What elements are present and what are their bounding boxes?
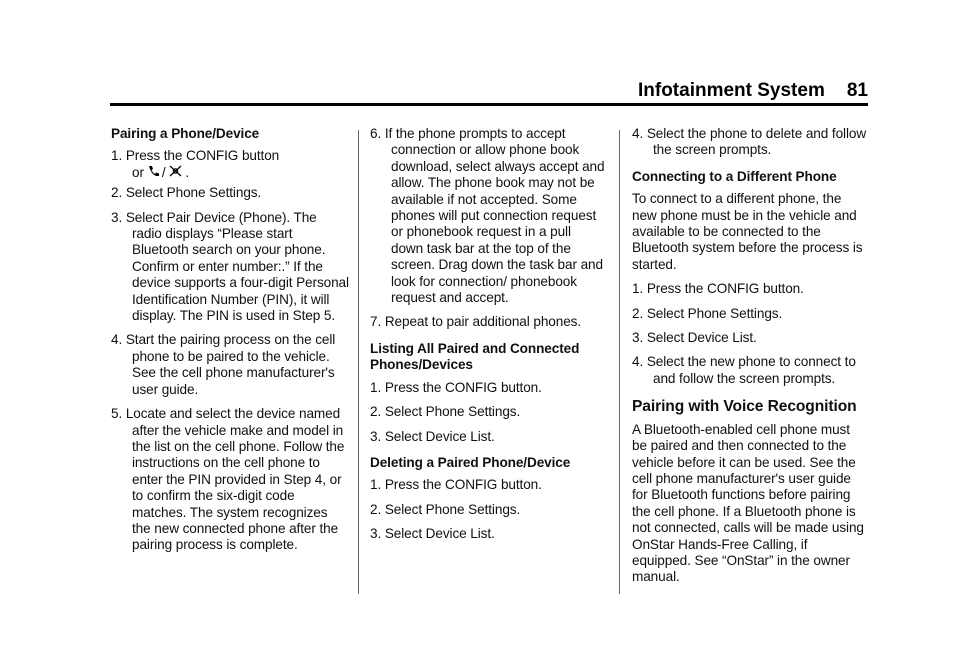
column-1: [111, 116, 349, 562]
column-divider-2: [619, 130, 620, 594]
connect-step-1: 1. Press the CONFIG button.: [632, 281, 804, 297]
connect-step-4: 4. Select the new phone to connect to and follow the screen prompts.: [632, 354, 856, 386]
step-7: 7. Repeat to pair additional phones.: [370, 314, 582, 330]
delete-step-4: 4. Select the phone to delete and follow the screen prompts.: [632, 126, 867, 158]
step-6: 6. If the phone prompts to accept connection or allow phone book download, select always accept and allow. The phone book may not be available if not accepted. Some phones will put connection request or phonebook request in a pull down task bar at the top of the screen. Drag down the task bar and look for connection/ phonebook request and accept.: [370, 126, 605, 306]
page-header: [638, 80, 868, 102]
list-step-3: 3. Select Device List.: [370, 428, 495, 444]
delete-step-2: 2. Select Phone Settings.: [370, 501, 521, 517]
header-rule: [110, 103, 868, 106]
delete-step-3: 3. Select Device List.: [370, 526, 495, 542]
phone-icon: [148, 166, 162, 180]
delete-step-1: 1. Press the CONFIG button.: [370, 477, 542, 493]
step-3: 3. Select Pair Device (Phone). The radio displays “Please start Bluetooth search on your phone. Confirm or enter number:.” If the device supports a four-digit Personal Identification Number (PIN), it will display. The PIN is used in Step 5.: [111, 209, 349, 324]
heading-listing: Listing All Paired and Connected Phones/Devices: [370, 340, 580, 373]
heading-pairing: Pairing a Phone/Device: [111, 126, 260, 141]
section-title: Infotainment System: [637, 80, 825, 101]
step-1: 1. Press the CONFIG button or / .: [111, 148, 280, 180]
section-voice-recognition: Pairing with Voice Recognition: [632, 398, 857, 416]
step-2: 2. Select Phone Settings.: [111, 185, 262, 201]
connect-step-3: 3. Select Device List.: [632, 330, 757, 346]
voice-recognition-text: A Bluetooth-enabled cell phone must be paired and then connected to the vehicle before it can be used. See the cell phone manufacturer's user guide for Bluetooth functions before pairing the cell phone. If a Bluetooth phone is not connected, calls will be made using OnStar Hands-Free Calling, if equipped. See “OnStar” in the owner manual.: [632, 421, 864, 585]
heading-deleting: Deleting a Paired Phone/Device: [370, 454, 571, 470]
list-step-1: 1. Press the CONFIG button.: [370, 379, 542, 395]
column-2: [370, 116, 606, 551]
step-4: 4. Start the pairing process on the cell phone to be paired to the vehicle. See the cell phone manufacturer's user guide.: [111, 332, 336, 397]
page-number: 81: [846, 80, 868, 101]
column-divider-1: [358, 130, 359, 594]
connect-step-2: 2. Select Phone Settings.: [632, 305, 783, 321]
step-5: 5. Locate and select the device named after the vehicle make and model in the list on the cell phone. Follow the instructions on the cell phone to enter the PIN provided in Step 4, or to confirm the six-digit code matches. The system recognizes the new connected phone after the pairing process is complete.: [111, 406, 345, 553]
heading-connecting: Connecting to a Different Phone: [632, 168, 837, 184]
list-step-2: 2. Select Phone Settings.: [370, 404, 521, 420]
column-3: [632, 116, 868, 594]
connecting-intro: To connect to a different phone, the new phone must be in the vehicle and available to be connected to the Bluetooth system before the process is started.: [632, 191, 863, 272]
phone-mute-icon: [169, 166, 185, 180]
